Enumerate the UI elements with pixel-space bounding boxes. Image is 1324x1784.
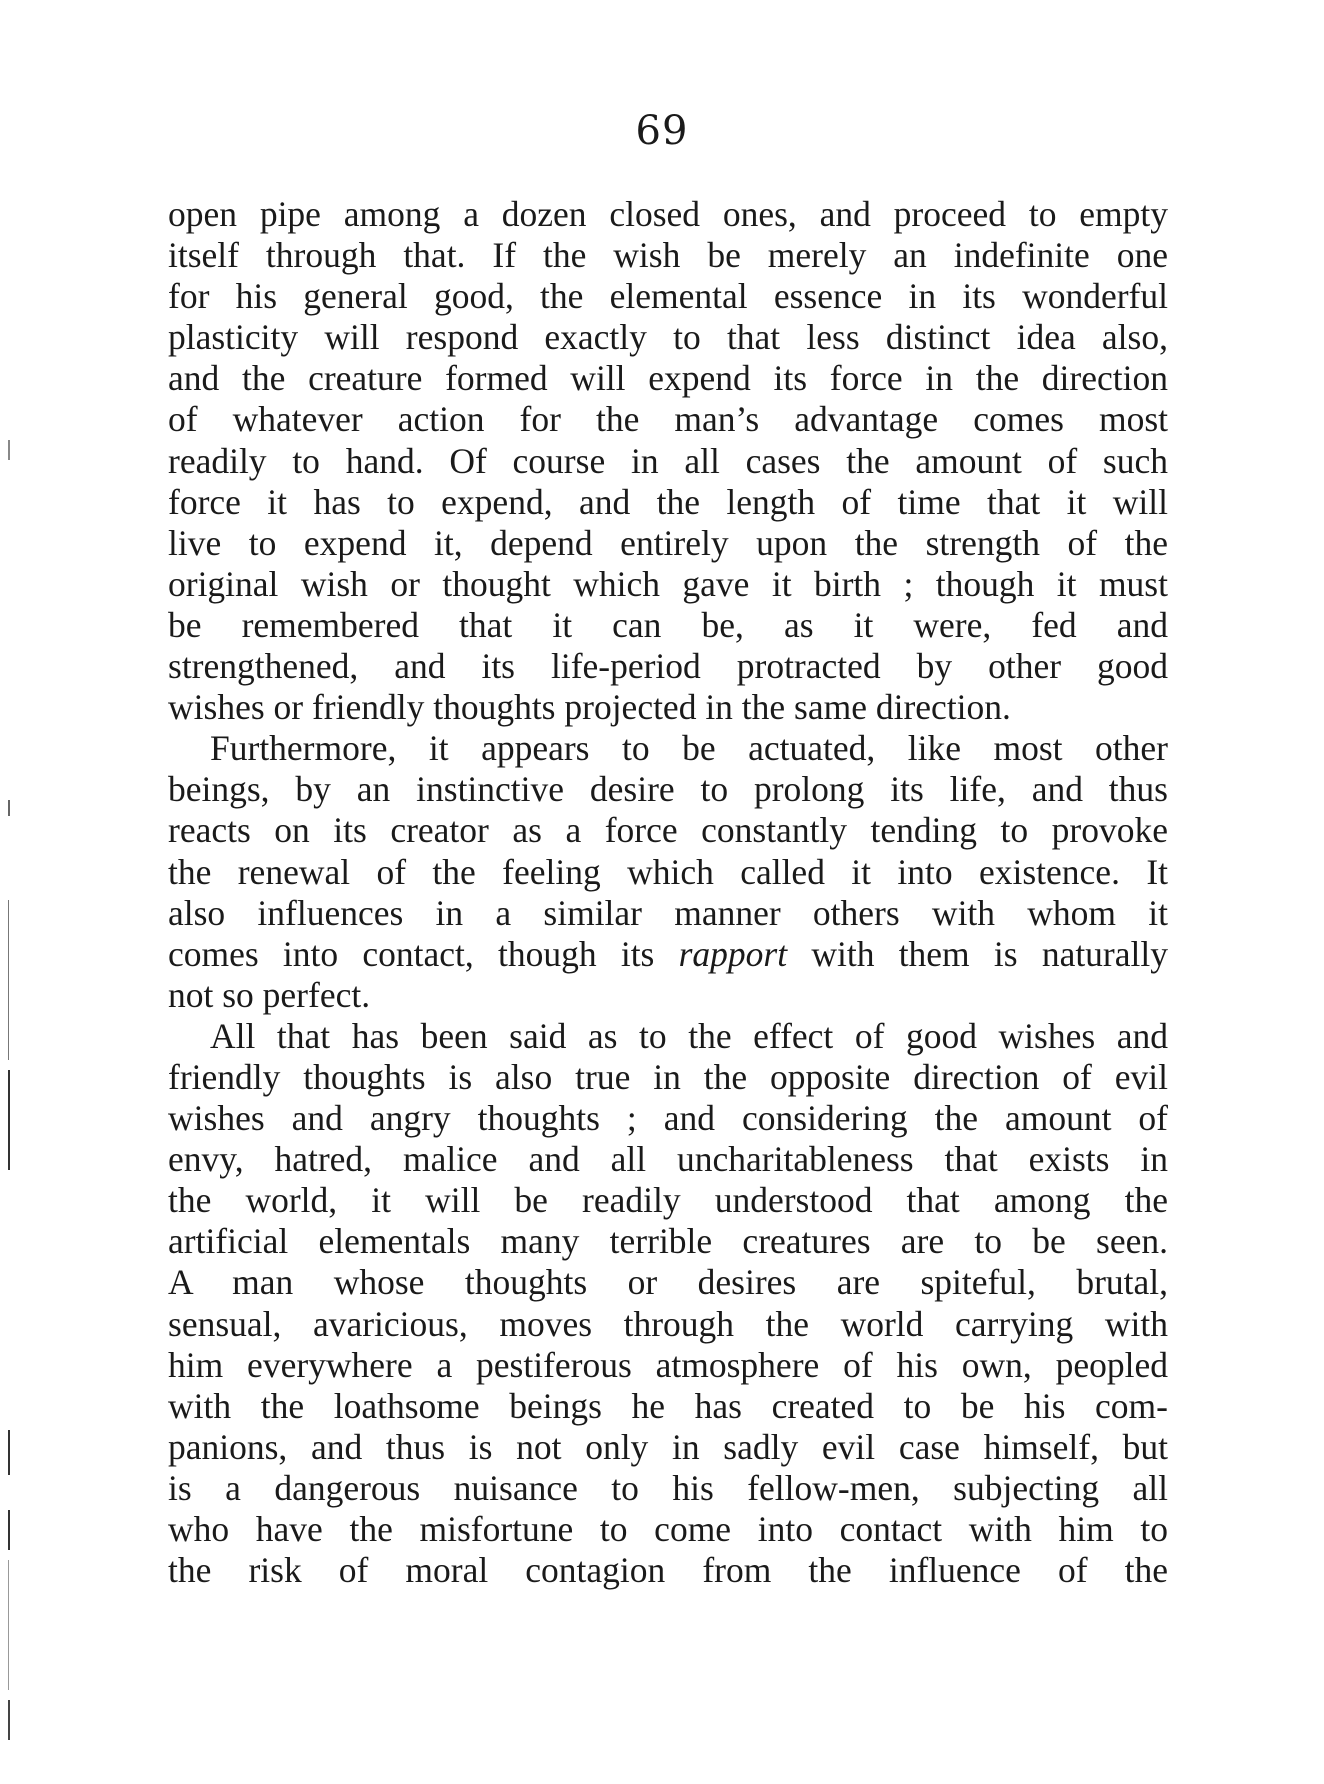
text-line-with-italic <box>168 934 1168 975</box>
text-line: also influences in a similar manner others with whom it <box>168 892 1168 933</box>
text-line: wishes or friendly thoughts projected in the same direction. <box>168 687 1011 728</box>
body-text <box>168 194 1168 1591</box>
text-line: the world, it will be readily understood that among the <box>168 1180 1168 1221</box>
text-line: who have the misfortune to come into contact with him to <box>168 1509 1168 1549</box>
text-line: plasticity will respond exactly to that less distinct idea also, <box>168 317 1168 358</box>
text-line: with the loathsome beings he has created to be his com- <box>168 1385 1168 1426</box>
text-line: open pipe among a dozen closed ones, and proceed to empty <box>168 194 1168 234</box>
text-line: force it has to expend, and the length of time that it will <box>168 481 1168 522</box>
text-line: artificial elementals many terrible creatures are to be seen. <box>168 1221 1168 1262</box>
text-line: wishes and angry thoughts ; and considering the amount of <box>168 1098 1168 1139</box>
scan-margin-mark <box>8 1430 10 1475</box>
paragraph-3 <box>168 1016 1168 1591</box>
scan-margin-mark <box>8 1070 10 1170</box>
text-line: be remembered that it can be, as it were, fed and <box>168 604 1168 645</box>
text-line: strengthened, and its life-period protracted by other good <box>168 646 1168 687</box>
text-line: the risk of moral contagion from the influence of the <box>168 1550 1168 1591</box>
text-line: live to expend it, depend entirely upon the strength of the <box>168 522 1168 563</box>
scan-margin-mark <box>8 1700 10 1740</box>
text-line: readily to hand. Of course in all cases the amount of such <box>168 440 1168 481</box>
page-number: 69 <box>635 108 689 154</box>
scan-margin-mark <box>8 900 9 1060</box>
text-line: is a dangerous nuisance to his fellow-men, subjecting all <box>168 1467 1168 1508</box>
text-line: envy, hatred, malice and all uncharitableness that exists in <box>168 1139 1168 1180</box>
scan-margin-mark <box>8 1510 10 1550</box>
scan-margin-mark <box>8 440 10 460</box>
paragraph-2 <box>168 728 1168 1016</box>
italic-word: rapport <box>678 933 788 974</box>
text-line: beings, by an instinctive desire to prolong its life, and thus <box>168 769 1168 810</box>
text-line: and the creature formed will expend its force in the direction <box>168 358 1168 399</box>
text-line: original wish or thought which gave it birth ; though it must <box>168 563 1168 604</box>
scan-margin-mark <box>8 800 10 816</box>
text-line: for his general good, the elemental essence in its wonderful <box>168 276 1168 317</box>
text-line: Furthermore, it appears to be actuated, like most other <box>210 728 1168 769</box>
text-line: reacts on its creator as a force constantly tending to provoke <box>168 810 1168 851</box>
paragraph-1 <box>168 194 1168 728</box>
text-line: panions, and thus is not only in sadly evil case himself, but <box>168 1426 1168 1467</box>
text-line: sensual, avaricious, moves through the world carrying with <box>168 1303 1168 1344</box>
text-line: friendly thoughts is also true in the opposite direction of evil <box>168 1056 1168 1097</box>
text-line: itself through that. If the wish be merely an indefinite one <box>168 235 1168 276</box>
line-start: comes into contact, though its <box>168 933 679 974</box>
text-line: A man whose thoughts or desires are spiteful, brutal, <box>168 1262 1168 1303</box>
text-line: not so perfect. <box>168 974 371 1015</box>
text-line: him everywhere a pestiferous atmosphere of his own, peopled <box>168 1344 1168 1385</box>
line-end: with them is naturally <box>787 933 1168 974</box>
text-line: All that has been said as to the effect of good wishes and <box>210 1015 1168 1056</box>
text-line: the renewal of the feeling which called it into existence. It <box>168 851 1168 892</box>
scan-margin-mark <box>8 1560 9 1690</box>
text-line: of whatever action for the man’s advantage comes most <box>168 399 1168 440</box>
